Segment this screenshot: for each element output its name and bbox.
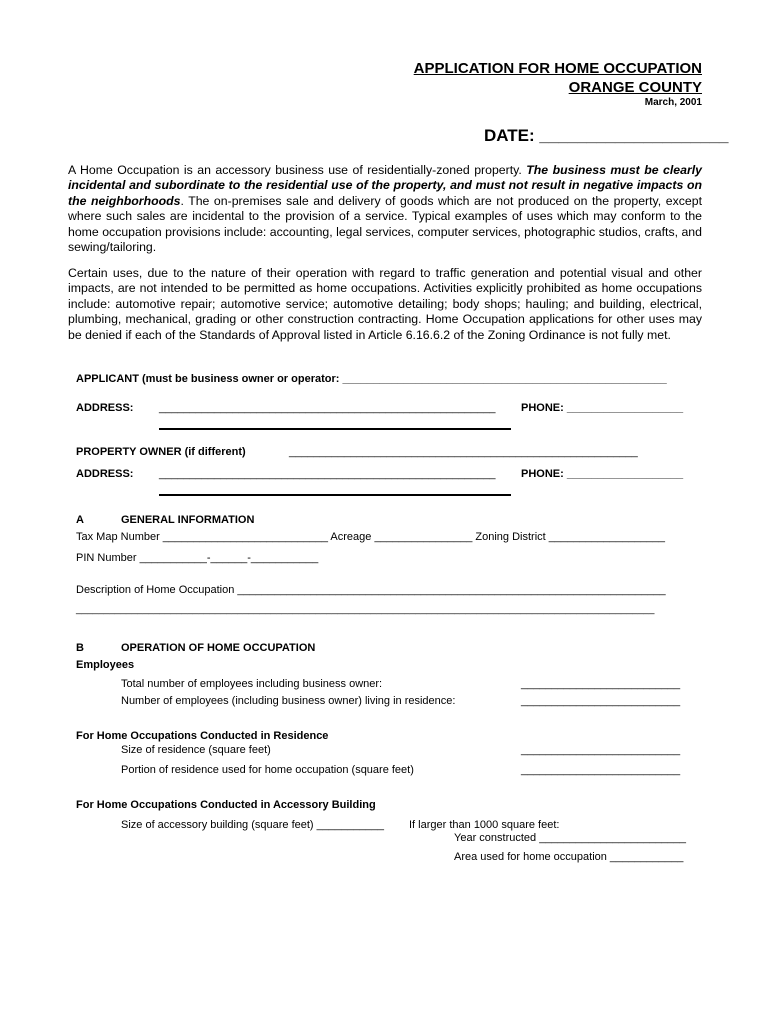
property-owner-label: PROPERTY OWNER (if different) — [76, 446, 246, 458]
employees-resident-label: Number of employees (including business owner) living in residence: — [121, 695, 456, 707]
accessory-size-field[interactable]: Size of accessory building (square feet) ___________ — [121, 819, 384, 831]
section-a-letter: A — [76, 514, 84, 526]
employees-heading: Employees — [76, 659, 135, 671]
employees-total-field[interactable]: __________________________ — [521, 678, 681, 690]
form-title: APPLICATION FOR HOME OCCUPATION — [413, 60, 702, 77]
residence-size-label: Size of residence (square feet) — [121, 744, 271, 756]
property-owner-field[interactable]: _________________________________________________________ — [289, 446, 638, 458]
tax-map-row[interactable]: Tax Map Number ___________________________ Acreage ________________ Zoning District ___________________ — [76, 531, 665, 543]
section-b-letter: B — [76, 642, 84, 654]
applicant-address-field[interactable]: _______________________________________________________ — [159, 402, 496, 414]
date-field[interactable]: DATE: ____________________ — [484, 126, 729, 145]
owner-address-label: ADDRESS: — [76, 468, 134, 480]
pin-number-field[interactable]: PIN Number ___________-______-___________ — [76, 552, 319, 564]
applicant-field[interactable]: APPLICANT (must be business owner or operator: _____________________________________________________ — [76, 373, 667, 385]
revision-date: March, 2001 — [644, 97, 702, 108]
accessory-heading: For Home Occupations Conducted in Accessory Building — [76, 799, 376, 811]
accessory-if-larger-label: If larger than 1000 square feet: — [409, 819, 560, 831]
year-constructed-field[interactable]: Year constructed ________________________ — [454, 832, 687, 844]
section-a-title: GENERAL INFORMATION — [121, 514, 255, 526]
residence-portion-label: Portion of residence used for home occupation (square feet) — [121, 764, 414, 776]
intro-paragraph-1 — [68, 163, 702, 255]
residence-size-field[interactable]: __________________________ — [521, 744, 681, 756]
employees-total-label: Total number of employees including business owner: — [121, 678, 383, 690]
intro-paragraph-2: Certain uses, due to the nature of their operation with regard to traffic generation and potential visual and other impacts, are not intended to be permitted as home occupations. Activities explicitly prohibited as home occupations include: automotive repair; automotive service; automotive detailing; body shops; hauling; and building, electrical, plumbing, mechanical, grading or other construction contracting. Home Occupation applications for other uses may be denied if each of the Standards of Approval listed in Article 6.16.6.2 of the Zoning Ordinance is not fully met. — [68, 266, 702, 342]
applicant-address-line2[interactable] — [159, 428, 511, 430]
area-used-field[interactable]: Area used for home occupation ____________ — [454, 851, 684, 863]
section-b-title: OPERATION OF HOME OCCUPATION — [121, 642, 316, 654]
owner-address-field[interactable]: _______________________________________________________ — [159, 468, 496, 480]
intro-p1-rest: . The on-premises sale and delivery of goods which are not produced on the property, except where such sales are incidental to the provision of a service. Typical examples of uses which may conform to the home occupation provisions include: accounting, legal services, computer services, photographic studios, crafts, and sewing/tailoring. — [68, 193, 702, 255]
residence-heading: For Home Occupations Conducted in Residence — [76, 730, 329, 742]
description-line2[interactable]: ________________________________________________________________________________________________________ — [76, 604, 655, 615]
intro-p1-start: A Home Occupation is an accessory business use of residentially-zoned property. — [68, 163, 522, 177]
county-name: ORANGE COUNTY — [568, 79, 702, 96]
applicant-address-label: ADDRESS: — [76, 402, 134, 414]
owner-phone-field[interactable]: PHONE: ___________________ — [521, 468, 684, 480]
owner-address-line2[interactable] — [159, 494, 511, 496]
residence-portion-field[interactable]: __________________________ — [521, 764, 681, 776]
applicant-phone-field[interactable]: PHONE: ___________________ — [521, 402, 684, 414]
employees-resident-field[interactable]: __________________________ — [521, 695, 681, 707]
intro-p1-bold: The business must be clearly incidental and subordinate to the residential use of the property, and must not result in negative impacts on the neighborhoods — [68, 163, 702, 208]
description-field[interactable]: Description of Home Occupation ______________________________________________________________________ — [76, 584, 666, 596]
